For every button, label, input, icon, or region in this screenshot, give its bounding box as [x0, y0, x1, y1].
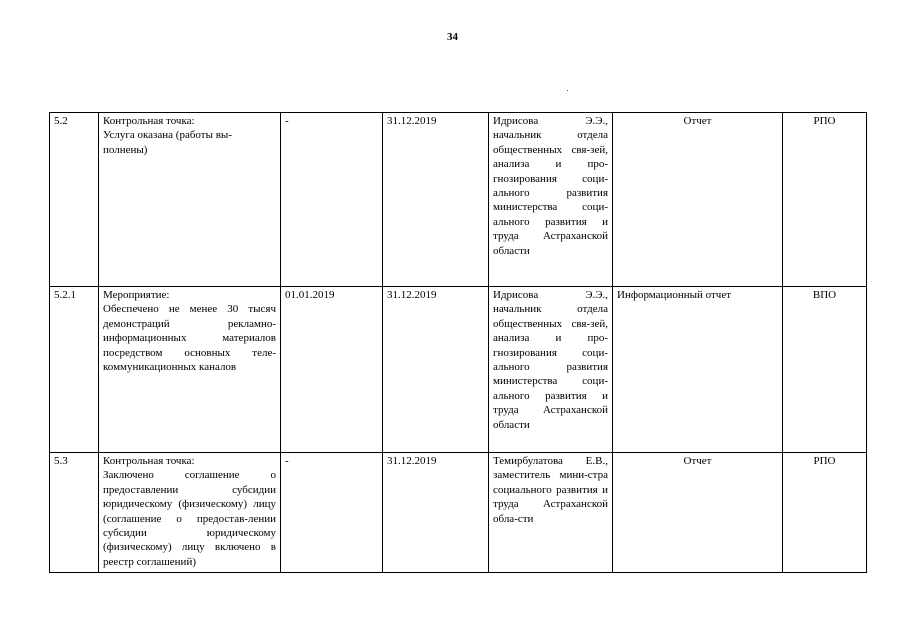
responsible-cell: Идрисова Э.Э., начальник отдела общественных свя-зей, анализа и про-гнозирования соци-ального развития министерства соци-ального развития и труда Астраханской области [489, 287, 613, 453]
activity-plan-table [49, 112, 867, 573]
result-type-cell: Информационный отчет [613, 287, 783, 453]
end-date-cell: 31.12.2019 [383, 453, 489, 573]
description-heading: Мероприятие: [103, 289, 170, 301]
control-type-cell: ВПО [783, 287, 867, 453]
end-date-cell: 31.12.2019 [383, 113, 489, 287]
page-number: 34 [447, 31, 458, 43]
start-date-cell: 01.01.2019 [281, 287, 383, 453]
description-cell [99, 287, 281, 453]
description-text: Услуга оказана (работы вы- [103, 129, 232, 142]
table-row [50, 287, 867, 453]
item-number-cell: 5.2 [50, 113, 99, 287]
table-row [50, 113, 867, 287]
description-text: полнены) [103, 143, 148, 156]
control-type-cell: РПО [783, 113, 867, 287]
item-number-cell: 5.3 [50, 453, 99, 573]
result-type-cell: Отчет [613, 453, 783, 573]
end-date-cell: 31.12.2019 [383, 287, 489, 453]
item-number-cell: 5.2.1 [50, 287, 99, 453]
table-row [50, 453, 867, 573]
description-text: Обеспечено не менее 30 тысяч демонстраций рекламно-информационных материалов посредством основных теле-коммуникационных каналов [103, 303, 276, 374]
description-heading: Контрольная точка: [103, 455, 195, 467]
control-type-cell: РПО [783, 453, 867, 573]
description-cell [99, 453, 281, 573]
description-cell [99, 113, 281, 287]
responsible-cell: Идрисова Э.Э., начальник отдела общественных свя-зей, анализа и про-гнозирования соци-ального развития министерства соци-ального развития и труда Астраханской области [489, 113, 613, 287]
scan-speck [567, 90, 568, 91]
responsible-cell: Темирбулатова Е.В., заместитель мини-стра социального развития и труда Астраханской обла-сти [489, 453, 613, 573]
result-type-cell: Отчет [613, 113, 783, 287]
start-date-cell: - [281, 113, 383, 287]
start-date-cell: - [281, 453, 383, 573]
description-heading: Контрольная точка: [103, 115, 195, 127]
description-text: Заключено соглашение о предоставлении субсидии юридическому (физическому) лицу (соглашение о предостав-лении субсидии юридическому (физическому) лицу включено в реестр соглашений) [103, 469, 276, 568]
